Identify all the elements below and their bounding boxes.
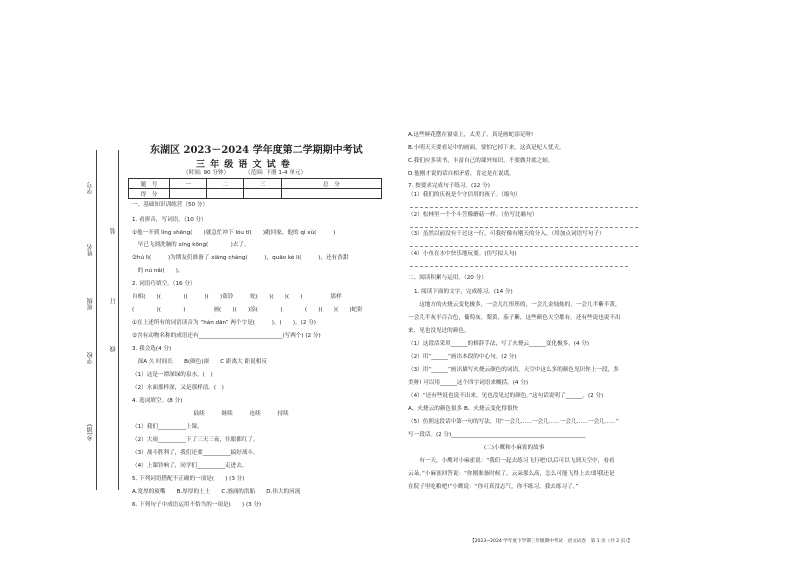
- text-line: 早已飞到洗脑的 xīng kōng( )去了。: [132, 242, 250, 248]
- answer-line: [410, 227, 638, 228]
- score-cell: 三: [244, 179, 281, 189]
- text-line: C.我们应多读书，丰富自己的课外知识，不要做井底之蛙。: [408, 158, 554, 164]
- answer-line: [410, 266, 628, 267]
- text-line: A、火烧云的颜色很多 B、火烧云变化得很快: [408, 406, 519, 412]
- exam-title: 东湖区 2023－2024 学年度第二学期期中考试: [150, 145, 363, 156]
- text-line: （1）这是一潭深绿的泉水。( ): [132, 372, 213, 378]
- text-line: （1）这段话采用______的修辞手法，写了火烧云______变化极多。(4 分): [408, 341, 590, 347]
- text-line: B.小明天天要看足中的画面，要怕它掉下来，这真是杞人忧天。: [408, 145, 565, 151]
- exam-subtitle: 三 年 级 语 文 试 卷: [196, 160, 291, 170]
- text-line: 有一天，小鹰对小麻雀说：“我们一起去练习飞行吧!以后可以飞到天空中，看看: [408, 458, 615, 464]
- answer-line: [410, 246, 638, 247]
- text-line: （2）松林里一个个斗笠像蘑菇一样。（仿写比喻句）: [408, 212, 538, 218]
- score-cell: 总 分: [281, 179, 381, 189]
- text-line: 2. 词语巧填空。（16 分）: [132, 281, 196, 287]
- text-line: 一、基础知识训练营（50 分）: [132, 202, 209, 208]
- text-line: 1. 阅读下面的文字，完成练习。(14 分): [414, 289, 513, 295]
- text-line: （3）用“______”画出描写火烧云颜色的词语，天空中这么多的颜色见识你上一段，多: [408, 367, 619, 373]
- text-line: （5）仿照这段话中第一句的写法，用“一会儿……一会儿……一会儿……一会儿……”: [408, 419, 619, 425]
- score-cell: 题 号: [129, 179, 170, 189]
- text-line: 云朵。”小麻雀回答说：“你刚准备时候了，云朵那么高，怎么可能飞得上去!即我还是: [408, 471, 615, 477]
- text-line: （2）水面那样深，又是那样清。( ): [132, 385, 224, 391]
- seal-char: 订: [110, 298, 117, 304]
- text-line: ①他一开到 lìng shēng( )就急忙冲下 lóu tī( )跑回家，他的 qí xù( ): [132, 230, 336, 236]
- name-label: 姓名: [87, 244, 94, 256]
- text-line: （3）虽然以前没有干过这一行，可我好像有刚天的分入。（用加点词语写句子）: [408, 231, 605, 237]
- answer-line: [410, 207, 638, 208]
- text-line: （1）我们的庆祝是个守信用的孩子。（缩句）: [408, 192, 521, 198]
- exam-scope: （范围: 下册 1-4 单元）: [245, 170, 307, 176]
- text-line: 陆续 继续 连续 持续: [132, 411, 289, 417]
- text-line: 3. 我会选(4 分): [132, 346, 172, 352]
- text-line: （3）战斗胜利了，我们还要__________搞好战斗。: [132, 450, 259, 456]
- class-label: 班级: [87, 298, 94, 310]
- text-line: 7. 按要求完成句子练习。(12 分): [408, 183, 490, 189]
- text-line: （1）我们__________上课。: [132, 424, 203, 430]
- score-cell: 得 分: [129, 189, 170, 199]
- text-line: （4）上课铃响了，同学们__________走进去。: [132, 463, 248, 469]
- town-label: 乡(镇): [87, 424, 94, 441]
- text-line: 5. 下列词语搭配不正确的一项是( ) (3 分): [132, 476, 245, 482]
- text-line: ②hú lì( )为期友们准备了 xiāng cháng( )，quāo kè li( )，还有香甜: [132, 255, 349, 261]
- binding-line: [96, 150, 97, 490]
- text-line: ( )( ) 画( )( )添( ) ( )( )( )蛇影: [132, 307, 363, 313]
- text-line: A.这些鲜花摆在窗桌上，太美了，真是画蛇添足呀!: [408, 132, 534, 138]
- text-line: 这地方的火烧云变化极多，一会儿红彤彤的，一会儿金灿灿的，一会儿半紫半黄，: [408, 302, 621, 308]
- page-footer: 【2023~2024 学年度下学期三年级期中考试 语文试卷 第 1 页（共 2 页）】: [470, 539, 633, 544]
- text-line: （2）用“______”画出本段的中心句。(2 分): [408, 354, 517, 360]
- text-line: 6. 下列句子中成语运用不恰当的一项是( ) (3 分): [132, 502, 262, 508]
- text-line: 在院子里吃粮吧!”小鹰说：“你可真没志气，你不练习，我去练习了。”: [408, 484, 579, 490]
- text-line: （2）大雨__________下了三天三夜，往眼都红了。: [132, 437, 259, 443]
- score-input: [244, 189, 281, 199]
- score-input: [207, 189, 244, 199]
- text-line: D.他刚才说的话自相矛盾，肯定是在说谎。: [408, 171, 515, 177]
- text-line: 的 nú nǎi( )。: [132, 268, 184, 274]
- exam-time: （时间: 90 分钟）: [183, 170, 230, 176]
- seal-char: 装: [110, 228, 117, 234]
- text-line: 1. 看拼音，写词语。（10 分）: [132, 217, 207, 223]
- text-line: 写一段话。(2 分)________________________________________________: [408, 432, 586, 438]
- seal-char: 线: [110, 346, 117, 352]
- text-line: （4）“还有些说也说不出来，见也没见过的颜色。”这句话说明了______。(2 分): [408, 393, 604, 399]
- text-line: A.宽厚的废嘴 B.厚厚的土土 C.汹涌的洪船 D.伟大的河流: [132, 489, 301, 495]
- text-line: ①在上述所有的词语读音为 “hán dān” 两个字是( )。( )。(2 分): [132, 320, 316, 326]
- text-line: 一会儿半灰半百合色，葡萄灰、梨黄、茄子紫，这些颜色天空都有。还有些说也说不出: [408, 315, 621, 321]
- score-cell: 一: [170, 179, 207, 189]
- text-line: ②含有动物名称的成语还有______________________________(写两个) (2 分): [132, 333, 321, 339]
- text-line: 来、见也没见过的颜色。: [408, 328, 470, 334]
- text-line: 自相( )( )( )( )盗铃 蛇( )( )( ) 那样: [132, 294, 342, 300]
- text-line: 美呀! 可以用______这个四字词语来概括。(4 分): [408, 380, 529, 386]
- section-heading: 二、阅读积累与运用。（20 分）: [408, 275, 487, 281]
- student-id-label: 学号: [87, 182, 94, 194]
- text-line: （4）小鱼在水中快乐地玩耍。(仿写拟人句): [408, 251, 517, 257]
- text-line: 深A 久 时间长 B(颜色)深 C 距离大 距说相反: [132, 359, 267, 365]
- school-label: 学校: [87, 352, 94, 364]
- score-table: [128, 178, 382, 199]
- score-input: [170, 189, 207, 199]
- binding-line-dashed: [118, 150, 119, 490]
- score-input: [281, 189, 381, 199]
- passage-title: (二)小鹰和小麻雀的故事: [484, 445, 545, 451]
- text-line: 4. 选词填空。(8 分): [132, 398, 183, 404]
- score-cell: 二: [207, 179, 244, 189]
